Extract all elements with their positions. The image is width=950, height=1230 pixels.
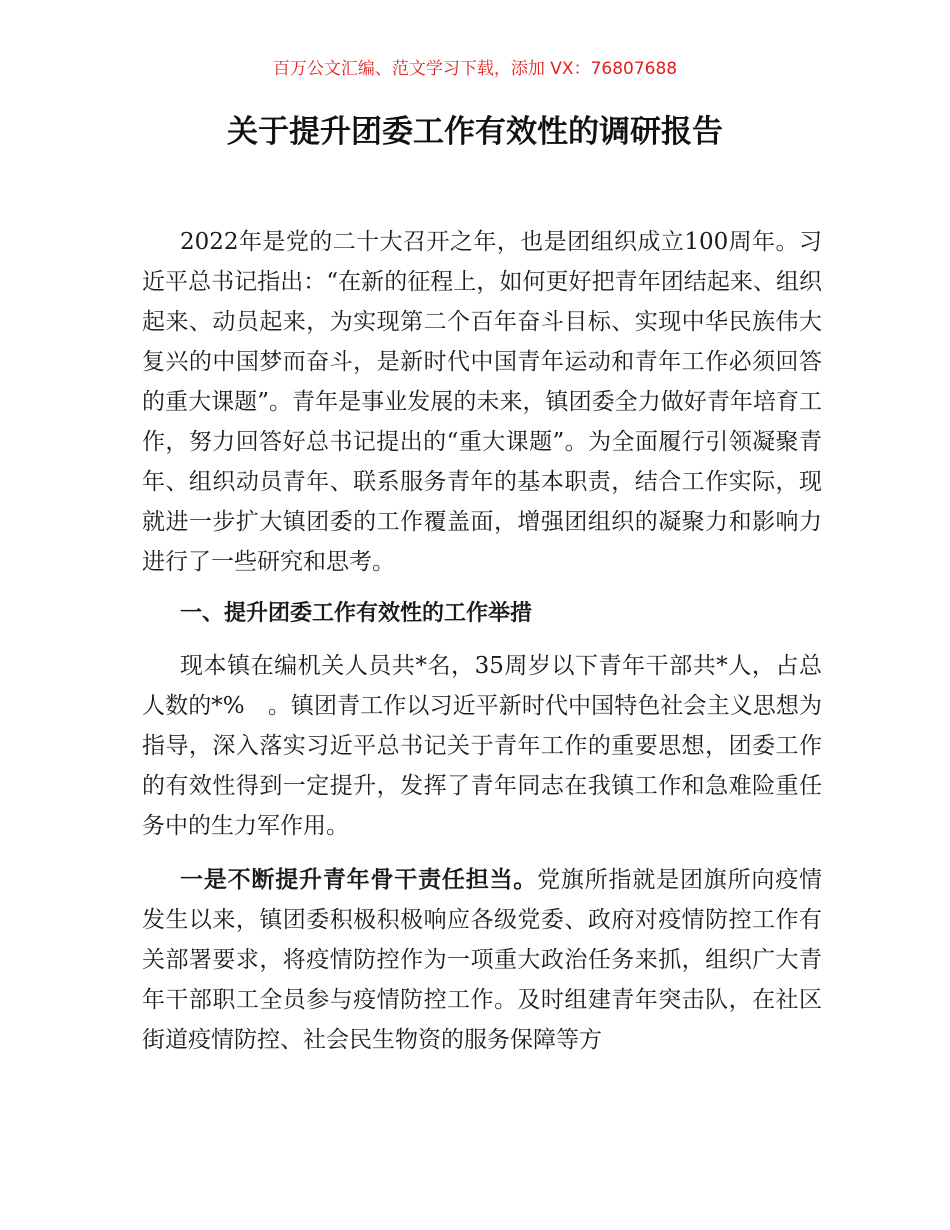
document-title: 关于提升团委工作有效性的调研报告 <box>227 114 723 150</box>
document-body <box>142 222 822 1060</box>
paragraph-spacer <box>142 582 822 594</box>
section-heading: 一、提升团委工作有效性的工作举措 <box>180 601 533 626</box>
section-paragraph: 现本镇在编机关人员共*名，35周岁以下青年干部共*人，占总人数的*% 。镇团青工作以习近平新时代中国特色社会主义思想为指导，深入落实习近平总书记关于青年工作的重要思想，团委工作的有效性得到一定提升，发挥了青年同志在我镇工作和急难险重任务中的生力军作用。 <box>142 653 822 839</box>
paragraph-spacer <box>142 634 822 646</box>
point-paragraph <box>142 860 822 1060</box>
paragraph-spacer <box>142 846 822 860</box>
point-text: 党旗所指就是团旗所向疫情发生以来，镇团委积极积极响应各级党委、政府对疫情防控工作有关部署要求，将疫情防控作为一项重大政治任务来抓，组织广大青年干部职工全员参与疫情防控工作。及时组建青年突击队，在社区街道疫情防控、社会民生物资的服务保障等方 <box>142 867 823 1053</box>
point-lead: 一是不断提升青年骨干责任担当。 <box>180 867 538 893</box>
header-contact-note: 百万公文汇编、范文学习下载，添加 VX：76807688 <box>272 59 678 79</box>
intro-paragraph: 2022年是党的二十大召开之年，也是团组织成立100周年。习近平总书记指出：“在新的征程上，如何更好把青年团结起来、组织起来、动员起来，为实现第二个百年奋斗目标、实现中华民族伟大复兴的中国梦而奋斗，是新时代中国青年运动和青年工作必须回答的重大课题”。青年是事业发展的未来，镇团委全力做好青年培育工作，努力回答好总书记提出的“重大课题”。为全面履行引领凝聚青年、组织动员青年、联系服务青年的基本职责，结合工作实际，现就进一步扩大镇团委的工作覆盖面，增强团组织的凝聚力和影响力进行了一些研究和思考。 <box>142 229 822 575</box>
